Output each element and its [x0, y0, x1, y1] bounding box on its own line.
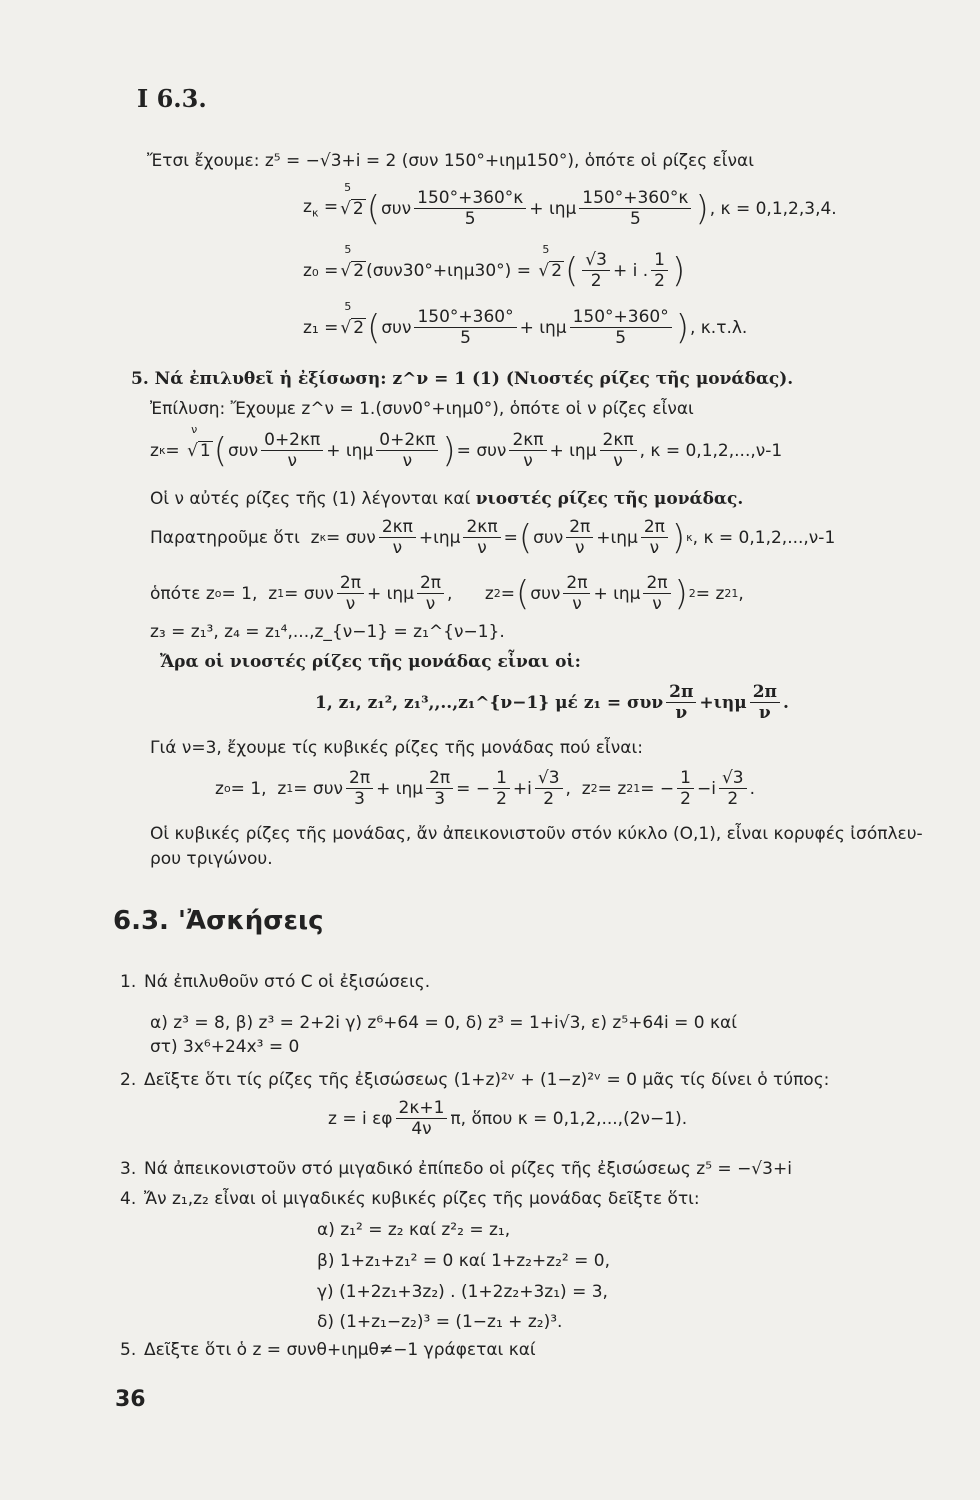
exercise-5: 5. Δεῖξτε ὅτι ὁ z = συνθ+ιημθ≠−1 γράφεται καί — [120, 1340, 536, 1360]
exercise-4-b: β) 1+z₁+z₁² = 0 καί 1+z₂+z₂² = 0, — [317, 1251, 611, 1271]
fifth-root: 5 √ 2 — [340, 180, 364, 219]
zo-mid: (συν30°+ιημ30°) = — [366, 260, 531, 281]
therefore-line: Ἄρα οἱ νιοστές ρίζες τῆς μονάδας εἶναι οἱ: — [160, 652, 581, 672]
cubic-roots-formula: z o = 1, z 1 = συν $\frac{2\pi}{3}$ + ιημ $\frac{2\pi}{3}$ = − $\frac{1}{2}$ +i $\frac{√3}{2}$ , z 2 = z 2 1 = − $\frac{1}{2}$ −i $\frac{√3}{2}$ . — [215, 768, 756, 809]
item-5-title: 5. Νά ἐπιλυθεῖ ἡ ἐξίσωση: z^ν = 1 (1) (Νιοστές ρίζες τῆς μονάδας). — [131, 369, 794, 389]
exercise-1-part-st: στ) 3x⁶+24x³ = 0 — [150, 1037, 300, 1057]
formula-zk-nth: z κ = ν √ 1 ( συν $\frac{0+2\kappa\pi}{\nu}$ + ιημ $\frac{0+2\kappa\pi}{\nu}$ ) = συν $\frac{2\kappa\pi}{\nu}$ + ιημ $\frac{2\kappa\pi}{\nu}$ , κ = 0,1,2,...,ν-1 — [150, 422, 783, 471]
exercise-4-c: γ) (1+2z₁+3z₂) . (1+2z₂+3z₁) = 3, — [317, 1282, 608, 1302]
exercise-4: 4. Ἄν z₁,z₂ εἶναι οἱ μιγαδικές κυβικές ρίζες τῆς μονάδας δεῖξτε ὅτι: — [120, 1189, 700, 1209]
page-number: 36 — [115, 1387, 146, 1412]
formula-z1: z₁ = 5 √ 2 ( συν $\frac{150^\circ+360^\circ}{5}$ + ιημ $\frac{150^\circ+360^\circ}{5}$ ) , κ.τ.λ. — [303, 299, 748, 348]
exercise-4-d: δ) (1+z₁−z₂)³ = (1−z₁ + z₂)³. — [317, 1312, 563, 1332]
exercise-1: 1. Νά ἐπιλυθοῦν στό C οἱ ἐξισώσεις. — [120, 972, 431, 992]
observe-tail: , κ = 0,1,2,...,ν-1 — [692, 527, 836, 548]
exercise-2: 2. Δεῖξτε ὅτι τίς ρίζες τῆς ἐξισώσεως (1+z)²ᵛ + (1−z)²ᵛ = 0 μᾶς τίς δίνει ὁ τύπος: — [120, 1070, 830, 1090]
z3-line: z₃ = z₁³, z₄ = z₁⁴,...,z_{ν−1} = z₁^{ν−1}. — [150, 622, 505, 642]
roots-named-line: Οἱ ν αὐτές ρίζες τῆς (1) λέγονται καί νιοστές ρίζες τῆς μονάδας. — [150, 489, 744, 509]
formula-zk: $z_\kappa$ = 5 √ 2 ( συν $\frac{150^\circ+360^\circ\kappa}{5}$ + ιημ $\frac{150^\circ+360^\circ\kappa}{5}$ ) , κ = 0,1,2,3,4. — [303, 180, 837, 229]
zk2-tail: , κ = 0,1,2,...,ν-1 — [639, 440, 783, 461]
formula-zo: z₀ = 5 √ 2 (συν30°+ιημ30°) = 5 √ 2 ( $\frac{√3}{2}$ + i . $\frac{1}{2}$ ) — [303, 242, 686, 291]
root-list-formula: 1, z₁, z₁², z₁³,,..,z₁^{ν−1} μέ z₁ = συν $\frac{2\pi}{\nu}$ +ιημ $\frac{2\pi}{\nu}$ . — [315, 682, 789, 723]
exercise-1-parts: α) z³ = 8, β) z³ = 2+2i γ) z⁶+64 = 0, δ) z³ = 1+i√3, ε) z⁵+64i = 0 καί — [150, 1013, 737, 1033]
section-label: Ι 6.3. — [137, 84, 207, 113]
solution-line: Ἐπίλυση: Ἔχουμε z^ν = 1.(συν0°+ιημ0°), ὁπότε οἱ ν ρίζες εἶναι — [150, 399, 694, 419]
zo-lhs: z₀ = — [303, 260, 339, 281]
z1-lhs: z₁ = — [303, 317, 339, 338]
exercise-4-a: α) z₁² = z₂ καί z²₂ = z₁, — [317, 1220, 511, 1240]
exercise-2-formula: z = i εφ $\frac{2\kappa+1}{4\nu}$ π, ὅπου κ = 0,1,2,...,(2ν−1). — [328, 1098, 688, 1139]
exercise-3: 3. Νά ἀπεικονιστοῦν στό μιγαδικό ἐπίπεδο οἱ ρίζες τῆς ἐξισώσεως z⁵ = −√3+i — [120, 1159, 792, 1179]
cubic-paragraph-2: ρου τριγώνου. — [150, 849, 273, 869]
z1-tail: , κ.τ.λ. — [689, 317, 748, 338]
exercises-heading: 6.3. 'Ἀσκήσεις — [113, 906, 324, 936]
for-v3-line: Γιά ν=3, ἔχουμε τίς κυβικές ρίζες τῆς μονάδας πού εἶναι: — [150, 738, 643, 758]
observe-formula: Παρατηροῦμε ὅτι z κ = συν $\frac{2\kappa\pi}{\nu}$ +ιημ $\frac{2\kappa\pi}{\nu}$ = ( συν $\frac{2\pi}{\nu}$ +ιημ $\frac{2\pi}{\nu}$ ) κ , κ = 0,1,2,...,ν-1 — [150, 517, 836, 558]
hence-formula: ὁπότε z o = 1, z 1 = συν $\frac{2\pi}{\nu}$ + ιημ $\frac{2\pi}{\nu}$ , z 2 = ( συν $\frac{2\pi}{\nu}$ + ιημ $\frac{2\pi}{\nu}$ ) 2 = z 2 1 , — [150, 573, 744, 614]
cubic-paragraph-1: Οἱ κυβικές ρίζες τῆς μονάδας, ἄν ἀπεικονιστοῦν στόν κύκλο (O,1), εἶναι κορυφές ἰσόπλευ- — [150, 824, 923, 844]
zk-lhs: $z_\kappa$ = — [303, 197, 339, 220]
intro-line: Ἔτσι ἔχουμε: z⁵ = −√3+i = 2 (συν 150°+ιημ150°), ὁπότε οἱ ρίζες εἶναι — [147, 151, 754, 171]
zk-tail: , κ = 0,1,2,3,4. — [709, 198, 837, 219]
